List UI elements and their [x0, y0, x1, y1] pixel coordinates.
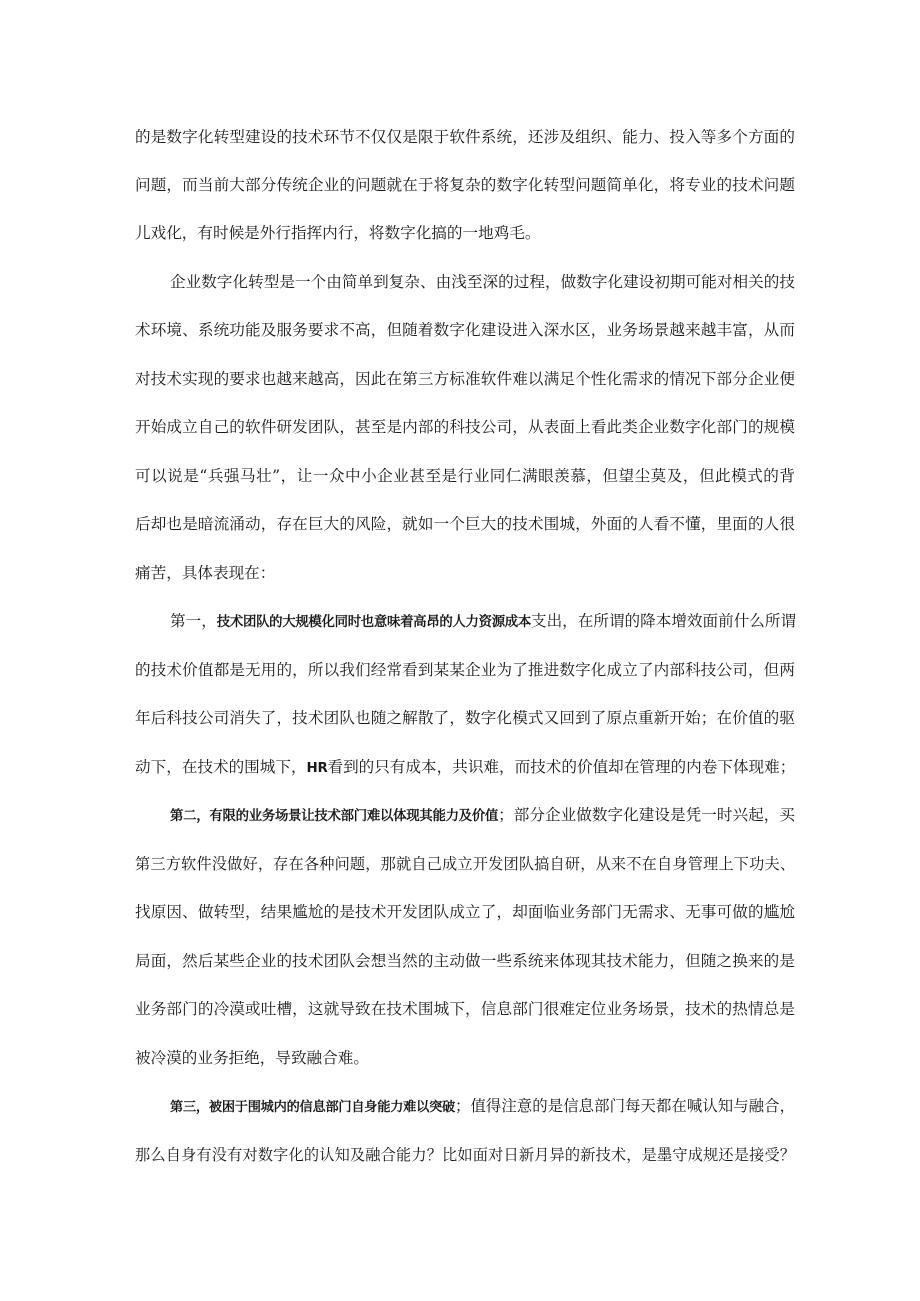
paragraph-2-line-7: 痛苦，具体表现在： [135, 564, 276, 582]
paragraph-1-line-3: 儿戏化，有时候是外行指挥内行，将数字化搞的一地鸡毛。 [135, 224, 541, 242]
paragraph-2-line-3: 对技术实现的要求也越来越高，因此在第三方标准软件难以满足个性化需求的情况下部分企业便 [135, 370, 795, 388]
paragraph-2-line-1: 企业数字化转型是一个由简单到复杂、由浅至深的过程，做数字化建设初期可能对相关的技 [170, 273, 795, 291]
paragraph-5-line-1 [170, 1091, 795, 1121]
paragraph-3-bold-heading: 技术团队的大规模化同时也意味着高昂的人力资源成本 [216, 615, 531, 630]
paragraph-4-line-6: 被冷漠的业务拒绝，导致融合难。 [135, 1049, 369, 1067]
paragraph-2-line-5: 可以说是“兵强马壮”，让一众中小企业甚至是行业同仁满眼羡慕，但望尘莫及，但此模式的背 [135, 467, 795, 485]
paragraph-4-bold-heading: 第二，有限的业务场景让技术部门难以体现其能力及价值 [170, 809, 499, 824]
paragraph-4-line-3: 找原因、做转型，结果尴尬的是技术开发团队成立了，却面临业务部门无需求、无事可做的尴尬 [135, 903, 795, 921]
paragraph-2-line-6: 后却也是暗流涌动，存在巨大的风险，就如一个巨大的技术围城，外面的人看不懂，里面的人很 [135, 515, 795, 533]
paragraph-5-bold-heading: 第三，被困于围城内的信息部门自身能力难以突破 [170, 1100, 455, 1115]
paragraph-3-line-3: 年后科技公司消失了，技术团队也随之解散了，数字化模式又回到了原点重新开始；在价值的驱 [135, 709, 795, 727]
paragraph-4-line-4: 局面，然后某些企业的技术团队会想当然的主动做一些系统来体现其技术能力，但随之换来的是 [135, 952, 795, 970]
paragraph-4-line-1 [170, 800, 795, 830]
paragraph-3-last-a: 动下，在技术的围城下， [135, 758, 307, 776]
paragraph-1-line-2: 问题，而当前大部分传统企业的问题就在于将复杂的数字化转型问题简单化，将专业的技术问题 [135, 176, 795, 194]
paragraph-3-lead: 第一， [170, 612, 217, 630]
paragraph-3-rest: 支出，在所谓的降本增效面前什么所谓 [530, 612, 797, 630]
paragraph-3-line-2: 的技术价值都是无用的，所以我们经常看到某某企业为了推进数字化成立了内部科技公司，但两 [135, 661, 795, 679]
paragraph-1-line-1: 的是数字化转型建设的技术环节不仅仅是限于软件系统，还涉及组织、能力、投入等多个方面的 [135, 128, 795, 146]
paragraph-3-line-4 [135, 752, 795, 782]
paragraph-5-rest: ；值得注意的是信息部门每天都在喊认知与融合， [455, 1097, 795, 1115]
paragraph-2-line-4: 开始成立自己的软件研发团队，甚至是内部的科技公司，从表面上看此类企业数字化部门的规模 [135, 418, 795, 436]
paragraph-3-hr: HR [306, 761, 328, 776]
paragraph-5-line-2: 那么自身有没有对数字化的认知及融合能力？比如面对日新月异的新技术，是墨守成规还是接受？ [135, 1146, 795, 1164]
paragraph-2-line-2: 术环境、系统功能及服务要求不高，但随着数字化建设进入深水区，业务场景越来越丰富，从而 [135, 321, 795, 339]
paragraph-3-line-1 [170, 606, 795, 636]
paragraph-4-line-2: 第三方软件没做好，存在各种问题，那就自己成立开发团队搞自研，从来不在自身管理上下功夫、 [135, 855, 795, 873]
paragraph-4-rest: ；部分企业做数字化建设是凭一时兴起，买 [498, 806, 795, 824]
paragraph-3-last-b: 看到的只有成本，共识难，而技术的价值却在管理的内卷下体现难； [327, 758, 796, 776]
paragraph-4-line-5: 业务部门的冷漠或吐槽，这就导致在技术围城下，信息部门很难定位业务场景，技术的热情总是 [135, 1000, 795, 1018]
